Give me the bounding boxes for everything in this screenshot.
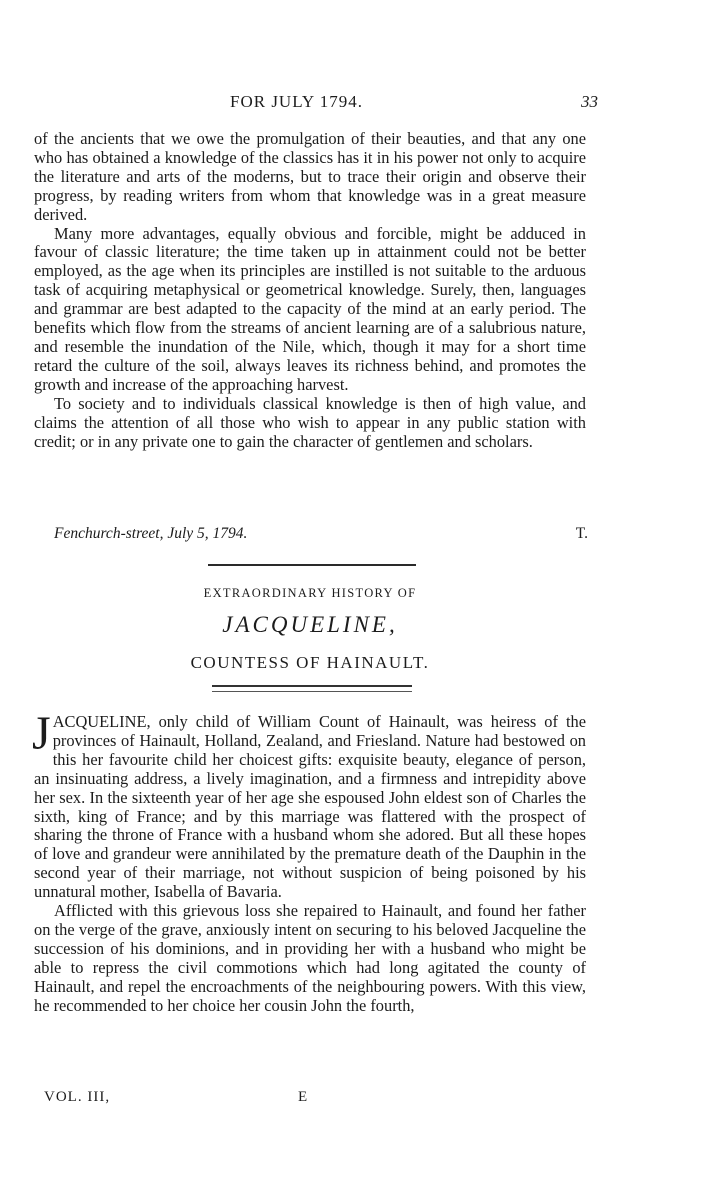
volume-label: VOL. III, xyxy=(44,1089,111,1105)
section-divider-rule xyxy=(208,564,416,566)
article-kicker: EXTRAORDINARY HISTORY OF xyxy=(203,586,417,600)
essay-signoff xyxy=(54,525,588,543)
continued-essay xyxy=(34,130,586,451)
essay-paragraph-1: of the ancients that we owe the promulgation of their beauties, and that any one who has obtained a knowledge of the classics has it in his power not only to acquire the literature and arts of the moderns, but to trace their origin and observe their progress, by reading writers from whom that knowledge was in a great measure derived. xyxy=(34,129,586,224)
article-paragraph-1-text: ACQUELINE, only child of William Count of Hainault, was heiress of the provinces of Hainault, Holland, Zealand, and Friesland. Nature had bestowed on this her favourite child her choicest gifts: exquisite beauty, elegance of person, an insinuating address, a lively imagination, and a firmness and intrepidity above her sex. In the sixteenth year of her age she espoused John eldest son of Charles the sixth, king of France; and by this marriage was flattered with the prospect of sharing the throne of France with a husband whom she adored. But all these hopes of love and grandeur were annihilated by the premature death of the Dauphin in the second year of their marriage, not without suspicion of being poisoned by his unnatural mother, Isabella of Bavaria. xyxy=(34,712,586,902)
signoff-initial: T. xyxy=(575,525,588,542)
title-divider-rule xyxy=(212,685,412,692)
essay-paragraph-2: Many more advantages, equally obvious and forcible, might be adduced in favour of classic literature; the time taken up in attainment could not be better employed, as the age when its principles are instilled is not suitable to the arduous task of acquiring metaphysical or geometrical knowledge. Surely, then, languages and grammar are best adapted to the capacity of the mind at an early period. The benefits which flow from the streams of ancient learning are of a salubrious nature, and resemble the inundation of the Nile, which, though it may for a short time retard the culture of the soil, always leaves its richness behind, and promotes the growth and increase of the approaching harvest. xyxy=(34,223,586,394)
article-title: JACQUELINE, xyxy=(222,612,398,637)
article-body xyxy=(32,707,586,1016)
article-paragraph-2: Afflicted with this grievous loss she repaired to Hainault, and found her father on the verge of the grave, anxiously intent on securing to his beloved Jacqueline the succession of his dominions, and in providing her with a husband who might be able to repress the civil commotions which had long agitated the county of Hainault, and repel the encroachments of the neighbouring powers. With this view, he recommended to her choice her cousin John the fourth, xyxy=(34,901,586,1015)
article-subtitle: COUNTESS OF HAINAULT. xyxy=(190,653,430,672)
page-number: 33 xyxy=(581,92,598,111)
article-paragraph-1 xyxy=(32,707,586,902)
signoff-place-date: Fenchurch-street, July 5, 1794. xyxy=(54,525,248,542)
signature-mark: E xyxy=(298,1089,308,1105)
essay-paragraph-3: To society and to individuals classical knowledge is then of high value, and claims the attention of all those who wish to appear in any public station with credit; or in any private one to gain the character of gentlemen and scholars. xyxy=(34,393,586,451)
drop-cap: J xyxy=(32,707,51,760)
running-head: FOR JULY 1794. xyxy=(230,92,364,111)
